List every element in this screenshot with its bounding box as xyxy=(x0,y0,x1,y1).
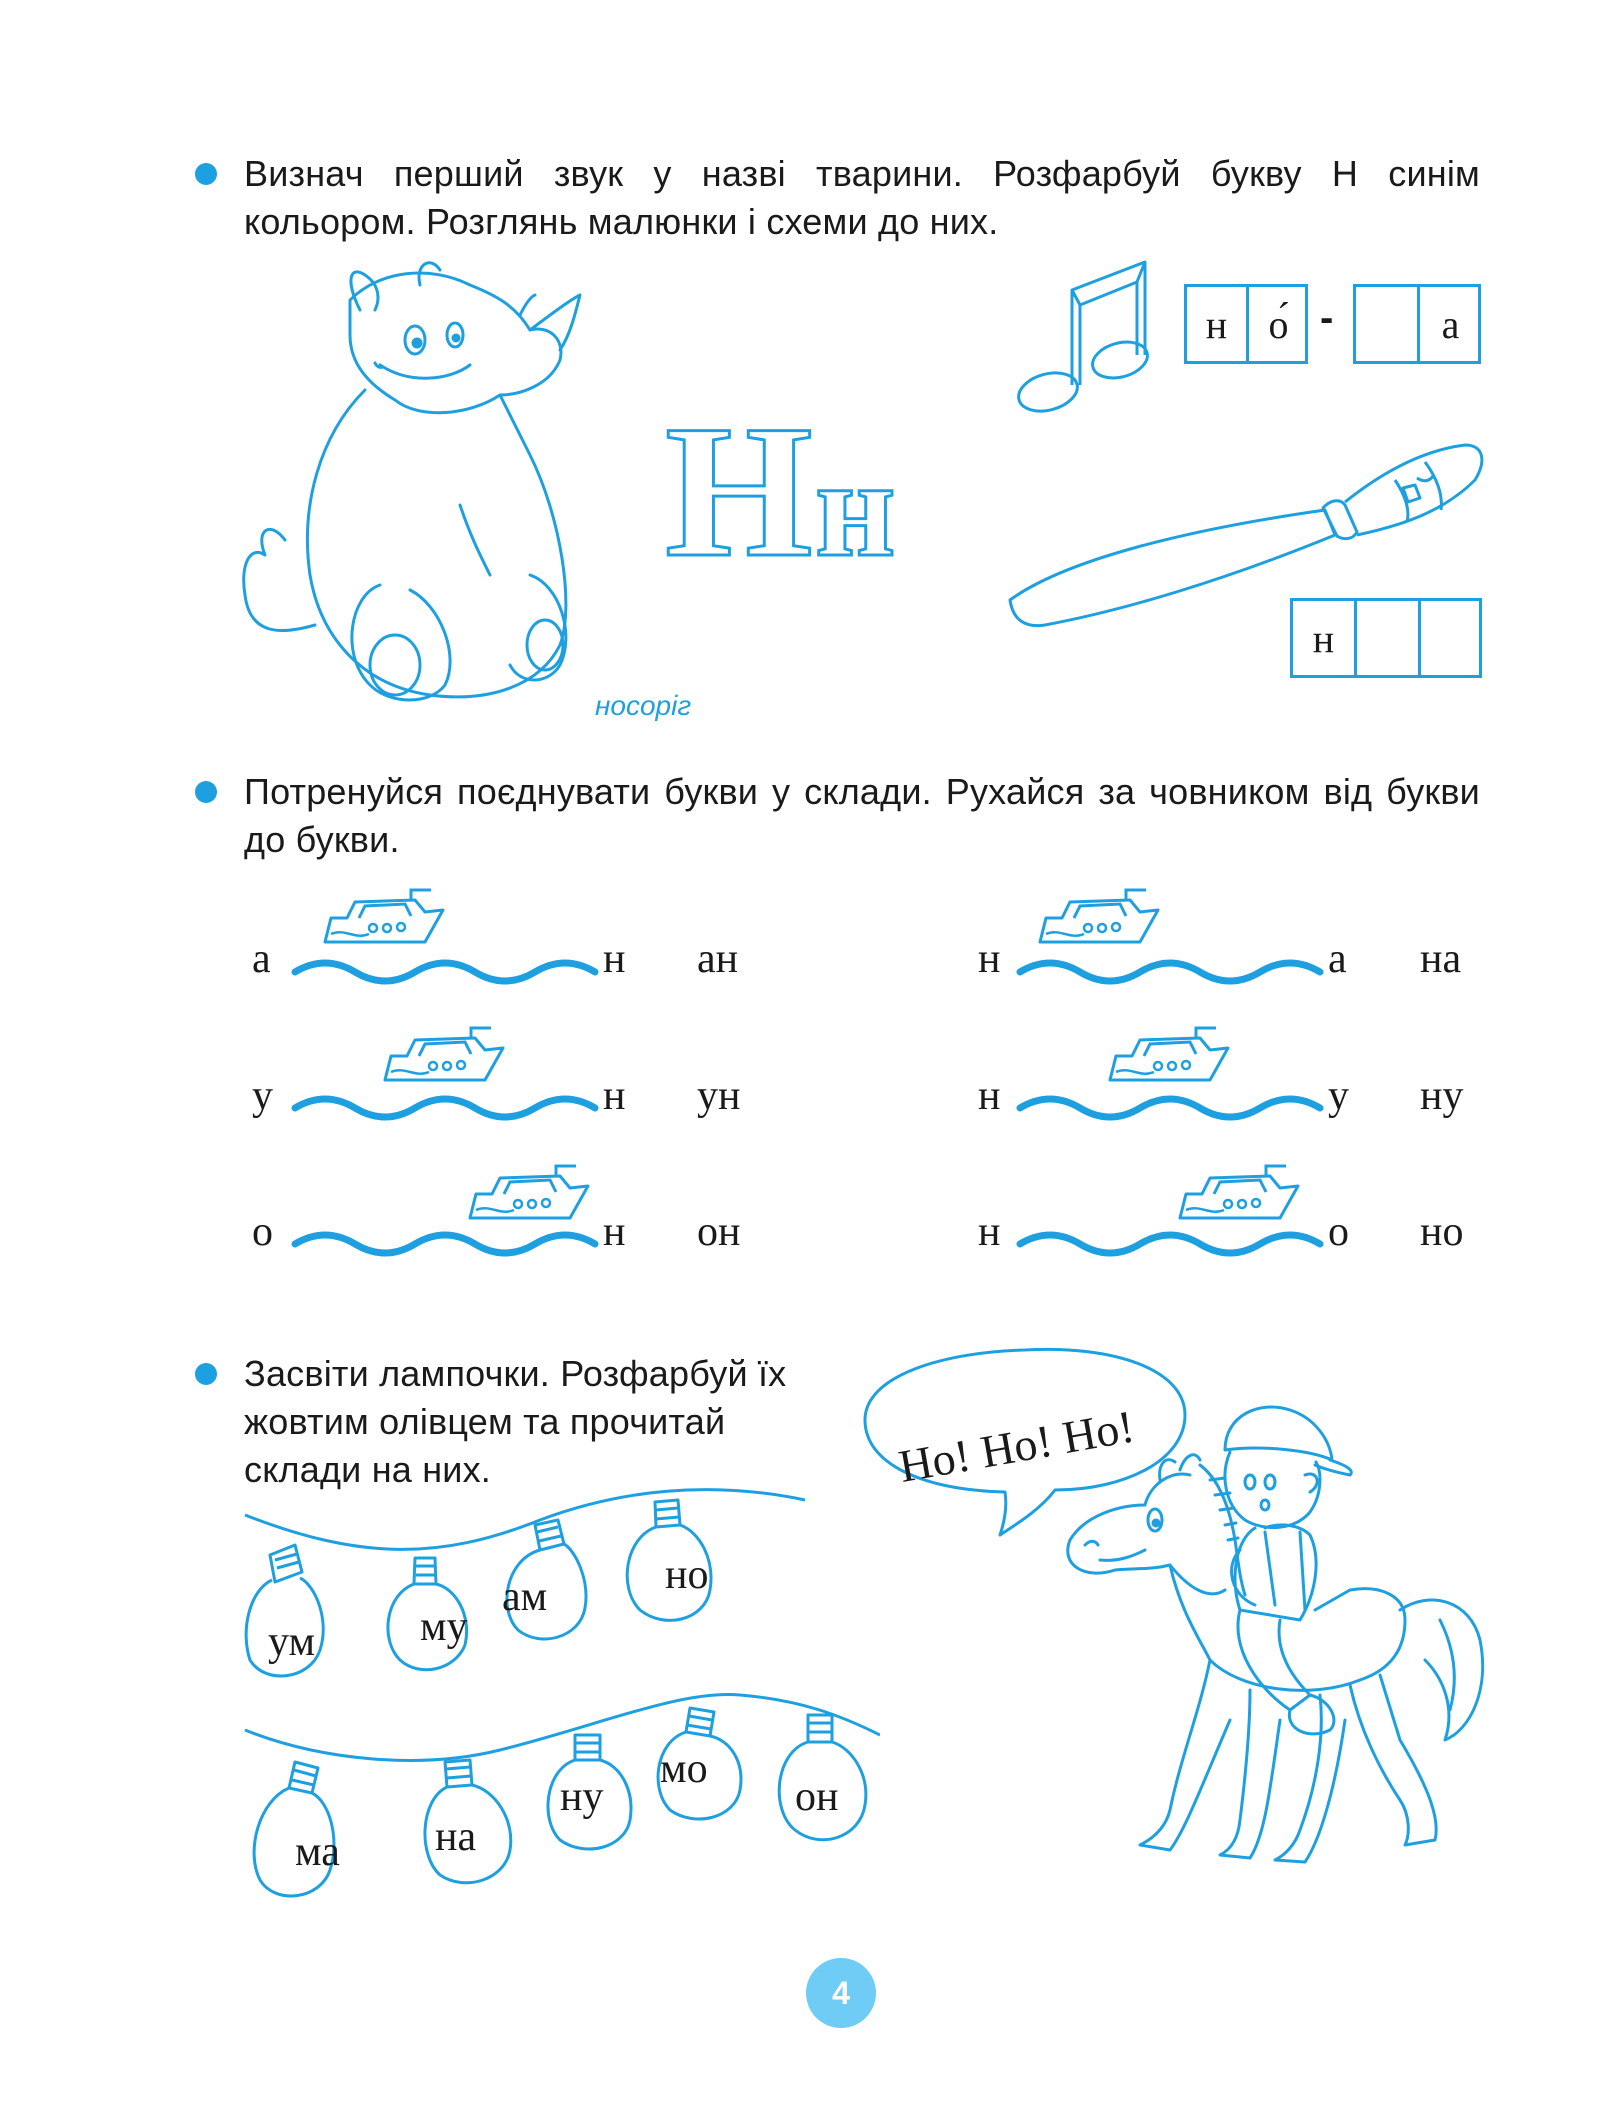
scheme-knife: н xyxy=(1290,598,1482,678)
page-number-badge: 4 xyxy=(806,1958,876,2028)
bulb-label-na: на xyxy=(435,1814,477,1860)
row4-syllable: на xyxy=(1420,936,1462,982)
row6-to: о xyxy=(1328,1209,1349,1255)
bullet-icon xyxy=(195,1363,217,1385)
letter-lower: н xyxy=(815,431,896,565)
row3-to: н xyxy=(603,1209,626,1255)
bullet-icon xyxy=(195,163,217,185)
letter-upper: Н xyxy=(665,415,813,565)
row6-from: н xyxy=(978,1209,1001,1255)
bulb-label-am: ам xyxy=(502,1574,548,1620)
bulb-label-nu: ну xyxy=(560,1774,604,1820)
task3-instruction: Засвіти лампочки. Розфарбуй їх жовтим олівцем та прочитай склади на них. xyxy=(200,1350,800,1494)
row4-from: н xyxy=(978,936,1001,982)
horse-rider-illustration xyxy=(1060,1390,1500,1900)
bulb-label-mo: мо xyxy=(660,1746,708,1792)
task2-instruction: Потренуйся поєднувати букви у склади. Рухайся за човником від букви до букви. xyxy=(200,768,1480,864)
row5-to: у xyxy=(1328,1073,1349,1119)
boat-waves xyxy=(0,880,1615,1280)
bulb-label-ma: ма xyxy=(295,1829,340,1875)
bulb-label-no: но xyxy=(665,1552,709,1598)
row1-from: а xyxy=(252,936,271,982)
row3-from: о xyxy=(252,1209,273,1255)
task1-instruction: Визнач перший звук у назві тварини. Розфарбуй букву Н синім кольором. Розглянь малюнки і схеми до них. xyxy=(200,150,1480,246)
scheme-note-syllable2: а xyxy=(1353,284,1481,364)
scheme-dash: - xyxy=(1320,296,1334,340)
letter-n-outline xyxy=(665,415,955,565)
row1-to: н xyxy=(603,936,626,982)
row5-syllable: ну xyxy=(1420,1073,1464,1119)
row5-from: н xyxy=(978,1073,1001,1119)
row2-to: н xyxy=(603,1073,626,1119)
row2-syllable: ун xyxy=(697,1073,741,1119)
rhino-illustration xyxy=(230,255,670,725)
row3-syllable: он xyxy=(697,1209,741,1255)
row6-syllable: но xyxy=(1420,1209,1464,1255)
speech-text: Но! Но! Но! xyxy=(895,1400,1138,1492)
row4-to: а xyxy=(1328,936,1347,982)
bulb-label-on: он xyxy=(795,1774,839,1820)
scheme-note-syllable1: н о́ xyxy=(1184,284,1308,364)
row1-syllable: ан xyxy=(697,936,739,982)
garland-bottom xyxy=(240,1690,880,1930)
bulb-label-um: ум xyxy=(268,1619,316,1665)
row2-from: у xyxy=(252,1073,273,1119)
animal-caption: носоріг xyxy=(595,690,692,721)
bullet-icon xyxy=(195,781,217,803)
garland-top xyxy=(240,1480,810,1680)
music-note-icon xyxy=(1010,260,1160,420)
bulb-label-mu: му xyxy=(420,1604,468,1650)
